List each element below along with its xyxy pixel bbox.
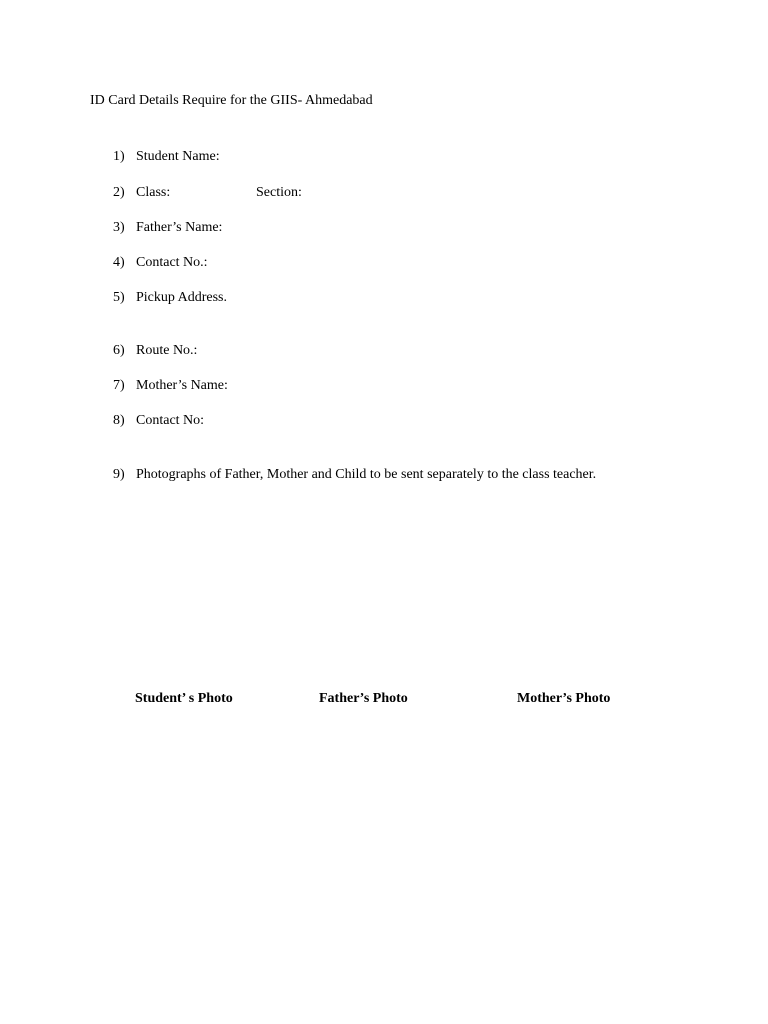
item-label: Contact No: [136, 413, 205, 428]
item-label: Pickup Address. [136, 290, 227, 305]
item-label: Student Name: [136, 149, 220, 164]
item-number: 6) [113, 343, 125, 358]
item-section-label: Section: [256, 185, 302, 200]
item-label: Class: [136, 185, 171, 200]
item-number: 2) [113, 185, 125, 200]
item-number: 3) [113, 220, 125, 235]
item-number: 9) [113, 467, 125, 482]
item-label: Mother’s Name: [136, 378, 228, 393]
student-photo-label: Student’ s Photo [135, 691, 233, 706]
father-photo-label: Father’s Photo [319, 691, 408, 706]
item-number: 5) [113, 290, 125, 305]
item-number: 1) [113, 149, 125, 164]
item-label: Photographs of Father, Mother and Child to be sent separately to the class teacher. [136, 467, 597, 482]
item-number: 8) [113, 413, 125, 428]
item-number: 4) [113, 255, 125, 270]
document-title: ID Card Details Require for the GIIS- Ahmedabad [90, 93, 373, 108]
item-label: Contact No.: [136, 255, 208, 270]
mother-photo-label: Mother’s Photo [517, 691, 611, 706]
item-number: 7) [113, 378, 125, 393]
item-label: Father’s Name: [136, 220, 223, 235]
item-label: Route No.: [136, 343, 198, 358]
